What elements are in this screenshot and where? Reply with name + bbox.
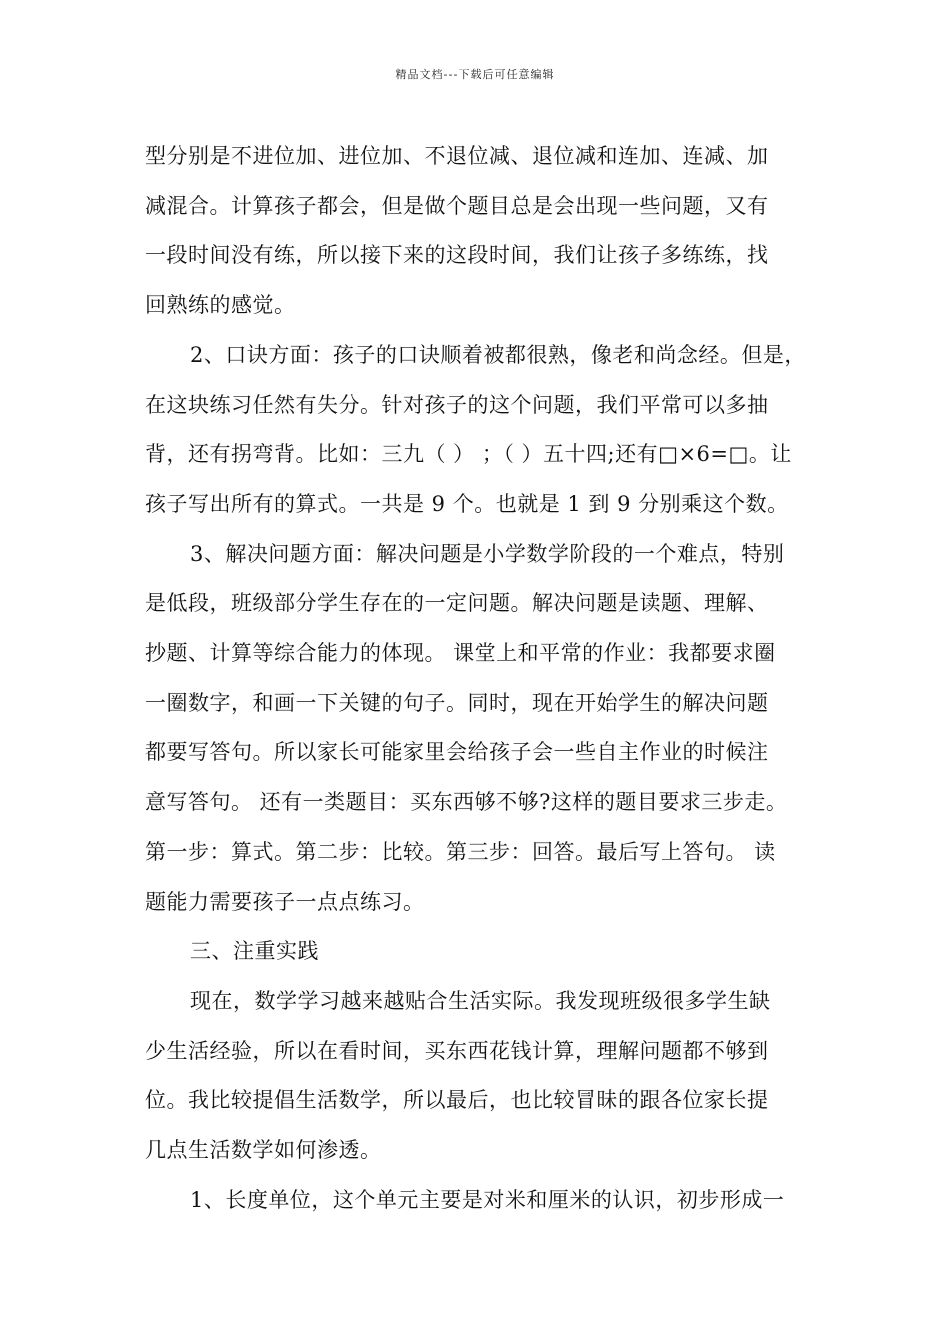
text-line: 位。我比较提倡生活数学，所以最后，也比较冒昧的跟各位家长提 bbox=[145, 1088, 769, 1113]
text-line: 在这块练习任然有失分。针对孩子的这个问题，我们平常可以多抽 bbox=[145, 392, 769, 417]
text-line: 一圈数字，和画一下关键的句子。同时，现在开始学生的解决问题 bbox=[145, 690, 769, 715]
text-line: 现在，数学学习越来越贴合生活实际。我发现班级很多学生缺 bbox=[190, 988, 771, 1013]
text-line: 孩子写出所有的算式。一共是 9 个。也就是 1 到 9 分别乘这个数。 bbox=[145, 491, 789, 516]
text-line: 背，还有拐弯背。比如：三九（ ） ；（ ）五十四;还有□×6=□。让 bbox=[145, 442, 792, 467]
text-line: 是低段，班级部分学生存在的一定问题。解决问题是读题、理解、 bbox=[145, 591, 769, 616]
text-line: 一段时间没有练，所以接下来的这段时间，我们让孩子多练练，找 bbox=[145, 243, 769, 268]
text-line: 减混合。计算孩子都会，但是做个题目总是会出现一些问题，又有 bbox=[145, 193, 769, 218]
text-line: 第一步：算式。第二步：比较。第三步：回答。最后写上答句。 读 bbox=[145, 839, 776, 864]
section-heading: 三、注重实践 bbox=[190, 939, 319, 964]
document-body bbox=[145, 132, 810, 1225]
text-line: 意写答句。 还有一类题目：买东西够不够?这样的题目要求三步走。 bbox=[145, 790, 788, 815]
text-line: 几点生活数学如何渗透。 bbox=[145, 1138, 382, 1163]
text-line: 少生活经验，所以在看时间，买东西花钱计算，理解问题都不够到 bbox=[145, 1038, 769, 1063]
text-line: 都要写答句。所以家长可能家里会给孩子会一些自主作业的时候注 bbox=[145, 740, 769, 765]
page-header: 精品文档---下载后可任意编辑 bbox=[395, 68, 555, 81]
text-line: 3、解决问题方面：解决问题是小学数学阶段的一个难点，特别 bbox=[190, 541, 785, 566]
text-line: 回熟练的感觉。 bbox=[145, 293, 296, 318]
text-line: 题能力需要孩子一点点练习。 bbox=[145, 889, 425, 914]
text-line: 型分别是不进位加、进位加、不退位减、退位减和连加、连减、加 bbox=[145, 144, 769, 168]
text-line: 2、口诀方面：孩子的口诀顺着被都很熟，像老和尚念经。但是， bbox=[190, 342, 806, 367]
text-line: 1、长度单位，这个单元主要是对米和厘米的认识，初步形成一 bbox=[190, 1187, 785, 1212]
text-line: 抄题、计算等综合能力的体现。 课堂上和平常的作业：我都要求圈 bbox=[145, 641, 776, 666]
